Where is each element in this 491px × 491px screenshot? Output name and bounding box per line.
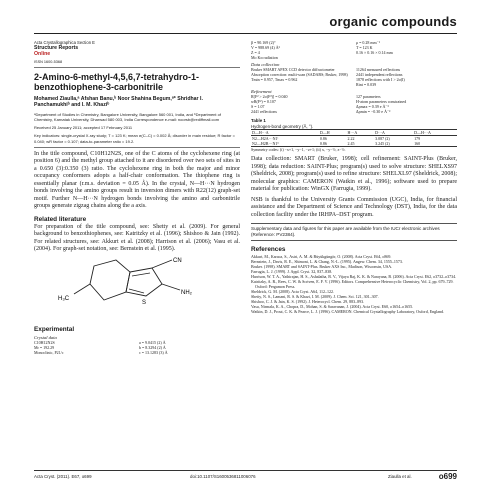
right-column	[251, 40, 457, 314]
table-header: D—H	[319, 130, 330, 136]
hydrogen-bond-table	[251, 129, 457, 147]
reference-item: Farrugia, L. J. (1999). J. Appl. Cryst. 32, 837–838.	[251, 268, 333, 274]
footer-rule	[34, 470, 457, 471]
table-title: Table 1	[251, 118, 266, 123]
diffractometer: Bruker SMART APEX CCD detector diffractometer	[251, 67, 335, 72]
supplementary-box: Supplementary data and figures for this paper are available from the IUCr electronic archives (Reference: PV2384).	[251, 223, 457, 240]
cell-data	[251, 40, 457, 60]
sulfur-label: S	[142, 299, 147, 306]
structure-reports: Structure Reports	[34, 45, 79, 51]
temperature: T = 123 K	[356, 45, 373, 50]
reference-item: Vasu, Nirmala, K. A., Chopra, D., Mohan, S. & Saravanan, J. (2004). Acta Cryst. E60, o1654–o1655.	[251, 303, 414, 309]
table-header: H···A	[347, 130, 358, 136]
independent-reflections: 2441 independent reflections	[356, 72, 403, 77]
experimental-heading: Experimental	[34, 325, 75, 333]
parameters: 127 parameters	[356, 94, 381, 99]
received-date: Received 25 January 2011; accepted 17 February 2011	[34, 125, 133, 131]
wr-factor: wR(F²) = 0.107	[251, 99, 276, 104]
cn-label: CN	[173, 257, 182, 264]
table-header: D···A	[375, 130, 385, 136]
table-caption: Hydrogen-bond geometry (Å, °).	[251, 123, 314, 129]
data-collection	[251, 67, 457, 87]
affiliations: ᵃDepartment of Studies in Chemistry, Bangalore University, Bangalore 560 001, India, and ᵇDepartment of Chemistry, Karnatak University, Dharwad 580 003, India Correspondence e-mail: noorsb@rediffmail.com	[34, 111, 221, 123]
symmetry-codes: Symmetry codes: (i) −x+1, −y−1, −z+1; (ii) x, −y−½, z−½.	[251, 147, 346, 153]
crystal-data-heading: Crystal data	[34, 334, 57, 340]
divider	[34, 147, 240, 148]
crystal-system: Monoclinic, P21/c	[34, 349, 64, 355]
online-label: Online	[34, 51, 51, 57]
reference-item: Bruker. (1998). SMART and SAINT-Plus. Bruker AXS Inc., Madison, Wisconsin, USA.	[251, 263, 393, 269]
reference-item: Bernstein, J., Davis, R. E., Shimoni, L. & Chang, N.-L. (1995). Angew. Chem. 34, 1555–1573.	[251, 258, 403, 264]
table-cell: N2—H2B···N1ⁱⁱ	[252, 141, 279, 147]
references-heading: References	[251, 245, 286, 253]
section-brand: organic compounds	[329, 14, 457, 29]
reference-item: Akkurt, M., Karaca, S., Asiri, A. M. & Büyükgüngör, O. (2008). Acta Cryst. E64, o869.	[251, 253, 392, 259]
table-row	[251, 141, 457, 147]
reflections: 2441 reflections	[251, 109, 277, 114]
cell-z: Z = 4	[251, 50, 260, 55]
related-text: For preparation of the title compound, see: Shetty et al. (2009). For general background to benzothiophenes, see: Katritzky et al. (1996); Shishoo & Jain (1992). For related structures, see: Akkurt et al. (2008); Harrison et al. (2006); Vasu et al. (2004). For graph-set notation, see: Bernstein et al. (1995).	[34, 223, 240, 253]
abstract: In the title compound, C10H12N2S, one of the C atoms of the cyclohexene ring (at position 6) and the methyl group attached to it are disordered over two sets of sites in a 0.650 (3):0.350 (3) ratio. The cyclohexene ring in both the major and minor occupancy conformers adopts a half-chair conformation. The thiophene ring is essentially planar (r.m.s. deviation = 0.05 Å). In the crystal, N—H···N hydrogen bonds involving the amino groups result in inversion dimers with R22(12) graph-set motif. Further N—H···N hydrogen bonds involving the amino and carbonitrile groups generate zigzag chains along the a axis.	[34, 150, 240, 210]
acknowledgement: NSB is thankful to the University Grants Commission (UGC), India, for financial assistance and the Department of Science and Technology (DST), India, for the data collection facility under the IRHPA–DST program.	[251, 196, 457, 218]
data-collection-heading: Data collection	[251, 62, 280, 67]
table-cell: 3.087 (2)	[375, 136, 390, 142]
table-cell: 0.86	[319, 141, 327, 147]
absorption-correction: Absorption correction: multi-scan (SADABS; Bruker, 1998)	[251, 72, 348, 77]
ch3-label: H₃C	[58, 295, 70, 302]
related-heading: Related literature	[34, 215, 87, 223]
cell-beta: β = 90.169 (2)°	[251, 40, 276, 45]
refinement	[251, 94, 457, 114]
reference-item: Shishoo, C. J. & Jain, K. S. (1992). J. Heterocycl. Chem. 29, 883–893.	[251, 298, 365, 304]
references-list	[251, 254, 457, 314]
reference-item: Katritzky, A. R., Rees, C. W. & Scriven, E. F. V. (1996). Editors. Comprehensive Heterocyclic Chemistry, Vol. 2, pp. 679–729. Oxford: Pergamon Press.	[251, 278, 454, 289]
footer-citation: Acta Cryst. (2011). E67, o699	[34, 474, 92, 479]
cell-volume: V = 988.69 (4) Å³	[251, 45, 280, 50]
journal-name: Acta Crystallographica Section E	[34, 40, 95, 45]
measured-reflections: 11264 measured reflections	[356, 67, 401, 72]
authors: Mohamed Ziaulla,ᵃ Afshan Banu,ᵇ Noor Shahina Begum,ᵃ* Shridhar I. Panchamukhiᵇ and I. M. Khaziᵇ	[34, 96, 203, 109]
reference-item: Harrison, W. T. A., Yathirajan, H. S., Ashalatha, B. V., Vijaya Raj, K. K. & Narayana, B. (2006). Acta Cryst. E62, o3732–o3734.	[251, 273, 457, 279]
crystal-mr: Mr = 192.29	[34, 344, 55, 350]
reference-item: Shetty, N. S., Lamani, R. S. & Khazi, I. M. (2009). J. Chem. Sci. 121, 301–307.	[251, 293, 379, 299]
crystal-data	[34, 340, 240, 355]
software-paragraph: Data collection: SMART (Bruker, 1998); cell refinement: SAINT-Plus (Bruker, 1998); data reduction: SAINT-Plus; program(s) used to solve structure: SHELXS97 (Sheldrick, 2008); program(s) used to refine structure: SHELXL97 (Sheldrick, 2008); molecular graphics: CAMERON (Watkin et al., 1996); software used to prepare material for publication: WinGX (Farrugia, 1999).	[251, 156, 457, 193]
cell-b: b = 8.3294 (2) Å	[139, 344, 166, 350]
divider	[34, 67, 240, 68]
header-rule	[34, 33, 457, 34]
radiation: Mo Kα radiation	[251, 55, 278, 60]
cell-a: a = 9.0415 (2) Å	[139, 339, 166, 345]
nh2-label: NH₂	[181, 289, 192, 296]
table-header: D—H···A	[252, 130, 269, 136]
r-factor: R[F² > 2σ(F²)] = 0.040	[251, 94, 288, 99]
refinement-heading: Refinement	[251, 89, 272, 94]
cell-c: c = 13.1283 (3) Å	[139, 349, 168, 355]
table-cell: 2.22	[347, 136, 355, 142]
rho-min: Δρmin = −0.30 e Å⁻³	[356, 109, 391, 114]
observed-reflections: 1878 reflections with I > 2σ(I)	[356, 77, 405, 82]
key-indicators: Key indicators: single-crystal X-ray study; T = 123 K; mean σ(C–C) = 0.002 Å; disorder in main residue; R factor = 0.040; wR factor = 0.107; data-to-parameter ratio = 19.2.	[34, 133, 235, 144]
table-cell: 0.86	[319, 136, 327, 142]
tmin-tmax: Tmin = 0.957, Tmax = 0.962	[251, 77, 298, 82]
h-atom-treatment: H-atom parameters constrained	[356, 99, 407, 104]
table-cell: 3.245 (2)	[375, 141, 390, 147]
table-cell: 160	[414, 141, 421, 147]
crystal-formula: C10H12N2S	[34, 339, 55, 345]
table-cell: 179	[414, 136, 421, 142]
article-title: 2-Amino-6-methyl-4,5,6,7-tetrahydro-1-benzothiophene-3-carbonitrile	[34, 72, 200, 92]
table-cell: N2—H2A···N1ⁱ	[252, 136, 279, 142]
goodness-of-fit: S = 1.07	[251, 104, 265, 109]
footer-doi: doi:10.1107/S1600536811006076	[190, 474, 256, 479]
rint: Rint = 0.039	[356, 82, 377, 87]
mu: μ = 0.28 mm⁻¹	[356, 40, 380, 45]
crystal-size: 0.16 × 0.16 × 0.14 mm	[356, 50, 393, 55]
rho-max: Δρmax = 0.39 e Å⁻³	[356, 104, 389, 109]
left-column	[34, 40, 240, 355]
page-number: o699	[438, 472, 457, 481]
reference-item: Sheldrick, G. M. (2008). Acta Cryst. A64, 112–122.	[251, 288, 334, 294]
molecule-diagram	[34, 254, 240, 316]
table-cell: 2.45	[347, 141, 355, 147]
issn: ISSN 1600-5368	[34, 60, 63, 64]
footer-authors: Ziaulla et al.	[388, 474, 412, 479]
reference-item: Watkin, D. J., Prout, C. K. & Pearce, L. J. (1996). CAMERON. Chemical Crystallography Laboratory, Oxford, England.	[251, 308, 445, 314]
table-header: D—H···A	[414, 130, 431, 136]
